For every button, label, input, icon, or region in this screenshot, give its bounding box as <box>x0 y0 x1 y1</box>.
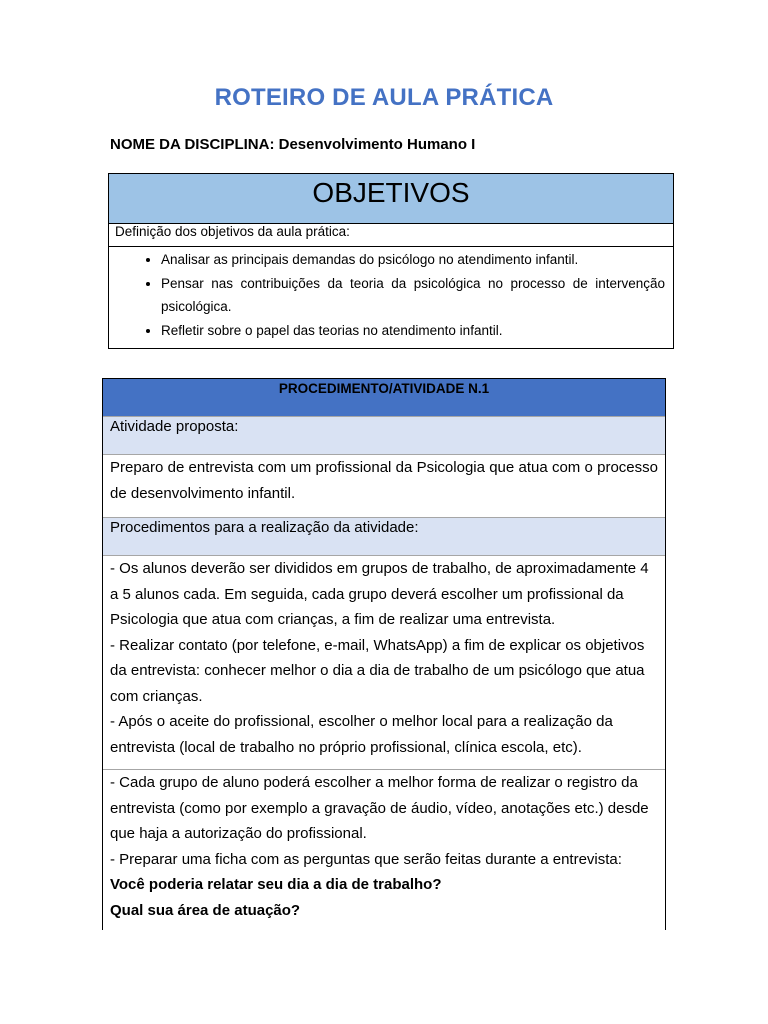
steps-block-2 <box>103 770 665 930</box>
objectives-table <box>108 173 674 349</box>
activity-label: Atividade proposta: <box>103 417 665 455</box>
page-title: ROTEIRO DE AULA PRÁTICA <box>214 84 554 111</box>
objective-item: • Pensar nas contribuições da teoria da psicológica no processo de intervenção psicológica. <box>161 272 665 319</box>
discipline-name: NOME DA DISCIPLINA: Desenvolvimento Humano I <box>110 136 476 153</box>
steps-block-1 <box>103 556 665 770</box>
step-paragraph: - Os alunos deverão ser divididos em grupos de trabalho, de aproximadamente 4 a 5 alunos cada. Em seguida, cada grupo deverá escolher um profissional da Psicologia que atua com crianças, a fim de realizar uma entrevista. <box>110 560 649 628</box>
objectives-subtitle: Definição dos objetivos da aula prática: <box>109 224 673 247</box>
procedure-heading: PROCEDIMENTO/ATIVIDADE N.1 <box>103 379 665 417</box>
objectives-list <box>109 247 673 348</box>
objectives-heading: OBJETIVOS <box>109 174 673 224</box>
objective-item: • Analisar as principais demandas do psicólogo no atendimento infantil. <box>161 248 665 272</box>
procedure-table <box>102 378 666 930</box>
interview-question: Qual sua área de atuação? <box>110 901 301 919</box>
step-paragraph: - Após o aceite do profissional, escolher o melhor local para a realização da entrevista (local de trabalho no próprio profissional, clínica escola, etc). <box>110 713 613 756</box>
interview-question: Você poderia relatar seu dia a dia de trabalho? <box>110 876 442 893</box>
activity-text: Preparo de entrevista com um profissional da Psicologia que atua com o processo de desenvolvimento infantil. <box>103 455 665 518</box>
steps-label: Procedimentos para a realização da atividade: <box>103 518 665 556</box>
objective-item: • Refletir sobre o papel das teorias no atendimento infantil. <box>161 319 665 343</box>
step-paragraph: - Realizar contato (por telefone, e-mail, WhatsApp) a fim de explicar os objetivos da entrevista: conhecer melhor o dia a dia de trabalho de um psicólogo que atua com crianças. <box>110 636 645 705</box>
step-paragraph: - Preparar uma ficha com as perguntas que serão feitas durante a entrevista: <box>110 850 622 868</box>
step-paragraph: - Cada grupo de aluno poderá escolher a melhor forma de realizar o registro da entrevista (como por exemplo a gravação de áudio, vídeo, anotações etc.) desde que haja a autorização do profissional. <box>110 774 649 842</box>
